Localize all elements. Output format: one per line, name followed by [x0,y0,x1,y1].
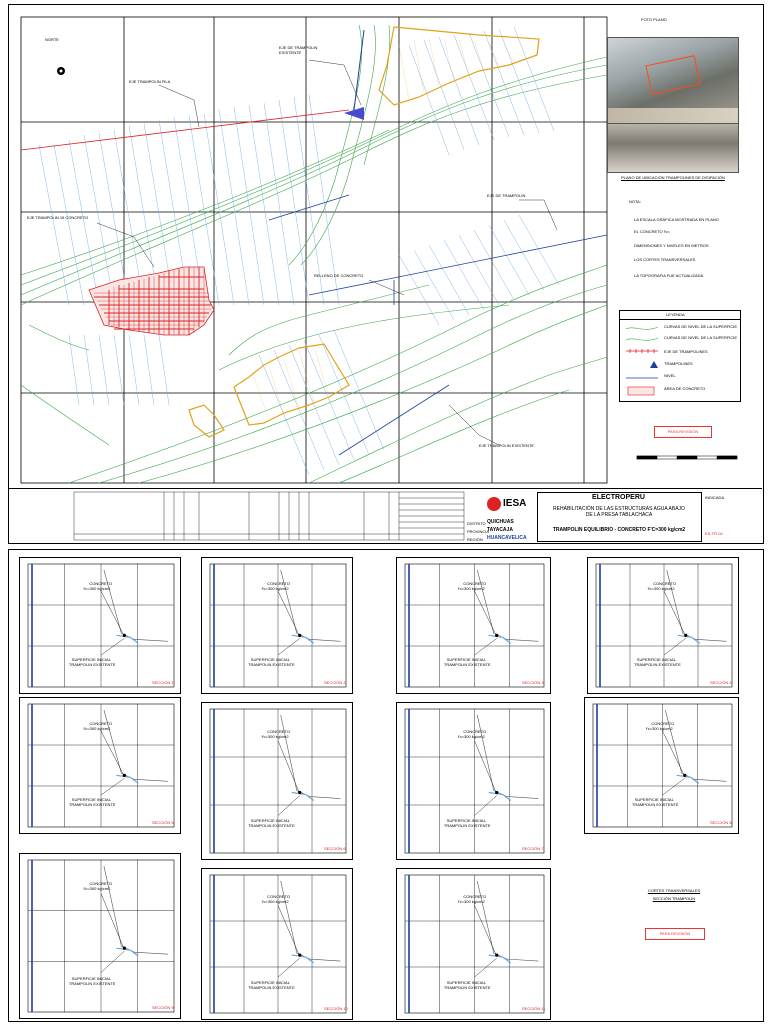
sheet-number: ES-TR-02 [705,531,723,536]
existing-trampoline-label: TRAMPOLIN EXISTENTE [443,823,491,829]
province-label: PROVINCIA [467,529,490,534]
concrete-sublabel: f'c=300 kg/cm2 [261,586,289,592]
existing-trampoline-label: TRAMPOLIN EXISTENTE [248,823,295,829]
sections-sheet [8,549,764,1022]
section-plot [20,854,182,1020]
section-tag: SECCIÓN 1 [152,680,174,685]
section-tag: SECCIÓN 8 [710,820,732,825]
company-logo [487,495,531,513]
concrete-sublabel: f'c=300 kg/cm2 [457,586,485,592]
region-value: HUANCAVELICA [487,535,527,541]
section-plot [397,703,552,861]
location-caption: PLANO DE UBICACIÓN TRAMPOLINES DE DISIPACIÓN [621,175,725,180]
concrete-label: CONCRETO [653,581,676,587]
initial-surface-label: SUPERFICIE INICIAL [71,657,111,663]
legend-item: EJE DE TRAMPOLINES [664,349,708,354]
initial-surface-label: SUPERFICIE INICIAL [446,818,486,824]
section-plot [20,558,182,695]
note-item: DIMENSIONES Y NIVELES EN METROS [634,243,709,248]
callout-text: EJE TRAMPOLIN 15 CONCRETO [27,215,89,220]
region-label: REGIÓN [467,537,483,542]
concrete-sublabel: f'c=300 kg/cm2 [457,899,485,905]
legend-item: CURVAS DE NIVEL DE LA SUPERFICIE [664,335,738,340]
concrete-sublabel: f'c=300 kg/cm2 [83,586,111,592]
section-panel [201,557,353,694]
section-panel [201,868,353,1020]
section-plot [20,698,182,835]
section-panel [396,557,551,694]
initial-surface-label: SUPERFICIE INICIAL [446,657,486,663]
concrete-label: CONCRETO [651,721,675,727]
existing-trampoline-label: TRAMPOLIN EXISTENTE [68,802,116,808]
section-plot [585,698,740,835]
concrete-label: CONCRETO [89,721,113,727]
section-tag: SECCIÓN 11 [522,1006,546,1011]
initial-surface-label: SUPERFICIE INICIAL [634,797,674,803]
concrete-sublabel: f'c=300 kg/cm2 [261,734,289,740]
callout-text: EJE DE TRAMPOLIN [487,193,526,198]
section-panel [19,853,181,1019]
concrete-sublabel: f'c=300 kg/cm2 [645,726,673,732]
concrete-sublabel: f'c=300 kg/cm2 [457,734,485,740]
project-name: REHABILITACIÓN DE LAS ESTRUCTURAS AGUA ABAJO DE LA PRESA TABLACHACA [553,506,685,518]
section-panel [19,697,181,834]
existing-trampoline-label: TRAMPOLIN EXISTENTE [634,662,681,668]
initial-surface-label: SUPERFICIE INICIAL [250,979,290,985]
section-tag: SECCIÓN 3 [522,680,544,685]
section-tag: SECCIÓN 5 [152,820,174,825]
district-label: DISTRITO [467,521,486,526]
cuts-subtitle: SECCIÓN TRAMPOLÍN [652,896,696,901]
existing-trampoline-label: TRAMPOLIN EXISTENTE [248,984,295,990]
plan-sheet [8,4,764,544]
section-panel [396,868,551,1020]
concrete-sublabel: f'c=300 kg/cm2 [83,886,111,892]
concrete-label: CONCRETO [267,729,290,735]
legend-item: TRAMPOLINES [664,361,693,366]
section-plot [588,558,740,695]
concrete-sublabel: f'c=300 kg/cm2 [647,586,675,592]
concrete-label: CONCRETO [463,581,487,587]
concrete-sublabel: f'c=300 kg/cm2 [261,899,289,905]
concrete-label: CONCRETO [463,729,487,735]
site-photo-2 [607,123,739,173]
notes-title: NOTA: [629,199,641,204]
section-tag: SECCIÓN 7 [522,846,544,851]
callout-text: EJE TRAMPOLIN FILA [129,79,171,84]
section-panel [19,557,181,694]
existing-trampoline-label: TRAMPOLIN EXISTENTE [443,984,491,990]
scale-value: INDICADA [705,495,725,500]
revision-stamp-2: PARA REVISIÓN [645,928,705,940]
existing-trampoline-label: TRAMPOLIN EXISTENTE [68,662,116,668]
revision-table [9,489,469,543]
initial-surface-label: SUPERFICIE INICIAL [250,818,290,824]
concrete-label: CONCRETO [89,881,113,887]
initial-surface-label: SUPERFICIE INICIAL [71,797,111,803]
section-plot [202,558,354,695]
section-panel [396,702,551,860]
trampoline-hatch-area [89,267,214,335]
section-panel [201,702,353,860]
drawing-title: TRAMPOLIN EQUILIBRIO - CONCRETO F'C=300 kg/cm2 [552,527,686,533]
title-block [9,488,762,543]
concrete-label: CONCRETO [267,581,290,587]
company-name: ELECTROPERÚ [592,494,645,501]
section-plot [202,703,354,861]
section-plot [397,869,552,1021]
section-tag: SECCIÓN 6 [324,846,346,851]
concrete-label: CONCRETO [463,894,487,900]
existing-trampoline-label: TRAMPOLIN EXISTENTE [631,802,679,808]
concrete-label: CONCRETO [267,894,290,900]
legend-symbols [624,323,660,401]
site-photo [607,37,739,124]
callout-text: RELLENO DE CONCRETO [314,273,364,278]
photo-caption: FOTO PLANO [641,17,667,22]
province-value: TAYACAJA [487,527,513,533]
section-panel [587,557,739,694]
legend-title: LEYENDA [666,312,685,317]
initial-surface-label: SUPERFICIE INICIAL [636,657,676,663]
note-item: EL CONCRETO f'c= [634,229,670,234]
section-tag: SECCIÓN 9 [152,1005,174,1010]
section-panel [584,697,739,834]
section-plot [397,558,552,695]
concrete-sublabel: f'c=300 kg/cm2 [83,726,111,732]
callout-text: EJE TRAMPOLIN EXISTENTE [479,443,535,448]
cuts-title: CORTES TRANSVERSALES [647,888,701,893]
legend-item: ÁREA DE CONCRETO [664,386,706,391]
legend-item: CURVAS DE NIVEL DE LA SUPERFICIE [664,324,738,329]
initial-surface-label: SUPERFICIE INICIAL [446,979,486,985]
section-plot [202,869,354,1021]
note-item: LOS CORTES TRANSVERSALES [634,257,696,262]
existing-trampoline-label: TRAMPOLIN EXISTENTE [443,662,491,668]
initial-surface-label: SUPERFICIE INICIAL [71,975,111,981]
concrete-label: CONCRETO [89,581,113,587]
section-tag: SECCIÓN 10 [324,1006,348,1011]
legend-box [619,310,741,402]
note-item: LA ESCALA GRÁFICA MOSTRADA EN PLANO [634,217,719,222]
legend-item: NIVEL [664,373,676,378]
north-label: NORTE [45,37,59,42]
initial-surface-label: SUPERFICIE INICIAL [250,657,290,663]
note-item: LA TOPOGRAFIA FUE ACTUALIZADA [634,273,704,278]
existing-trampoline-label: TRAMPOLIN EXISTENTE [248,662,295,668]
district-value: QUICHUAS [487,519,514,525]
photo-highlight-box [645,55,700,95]
logo-text: IESA [503,498,527,509]
existing-trampoline-label: TRAMPOLIN EXISTENTE [68,980,116,986]
callout-text: EJE DE TRAMPOLIN EXISTENTE [279,45,318,55]
section-tag: SECCIÓN 2 [324,680,346,685]
section-tag: SECCIÓN 4 [710,680,732,685]
revision-stamp: PARA REVISIÓN [654,426,712,438]
